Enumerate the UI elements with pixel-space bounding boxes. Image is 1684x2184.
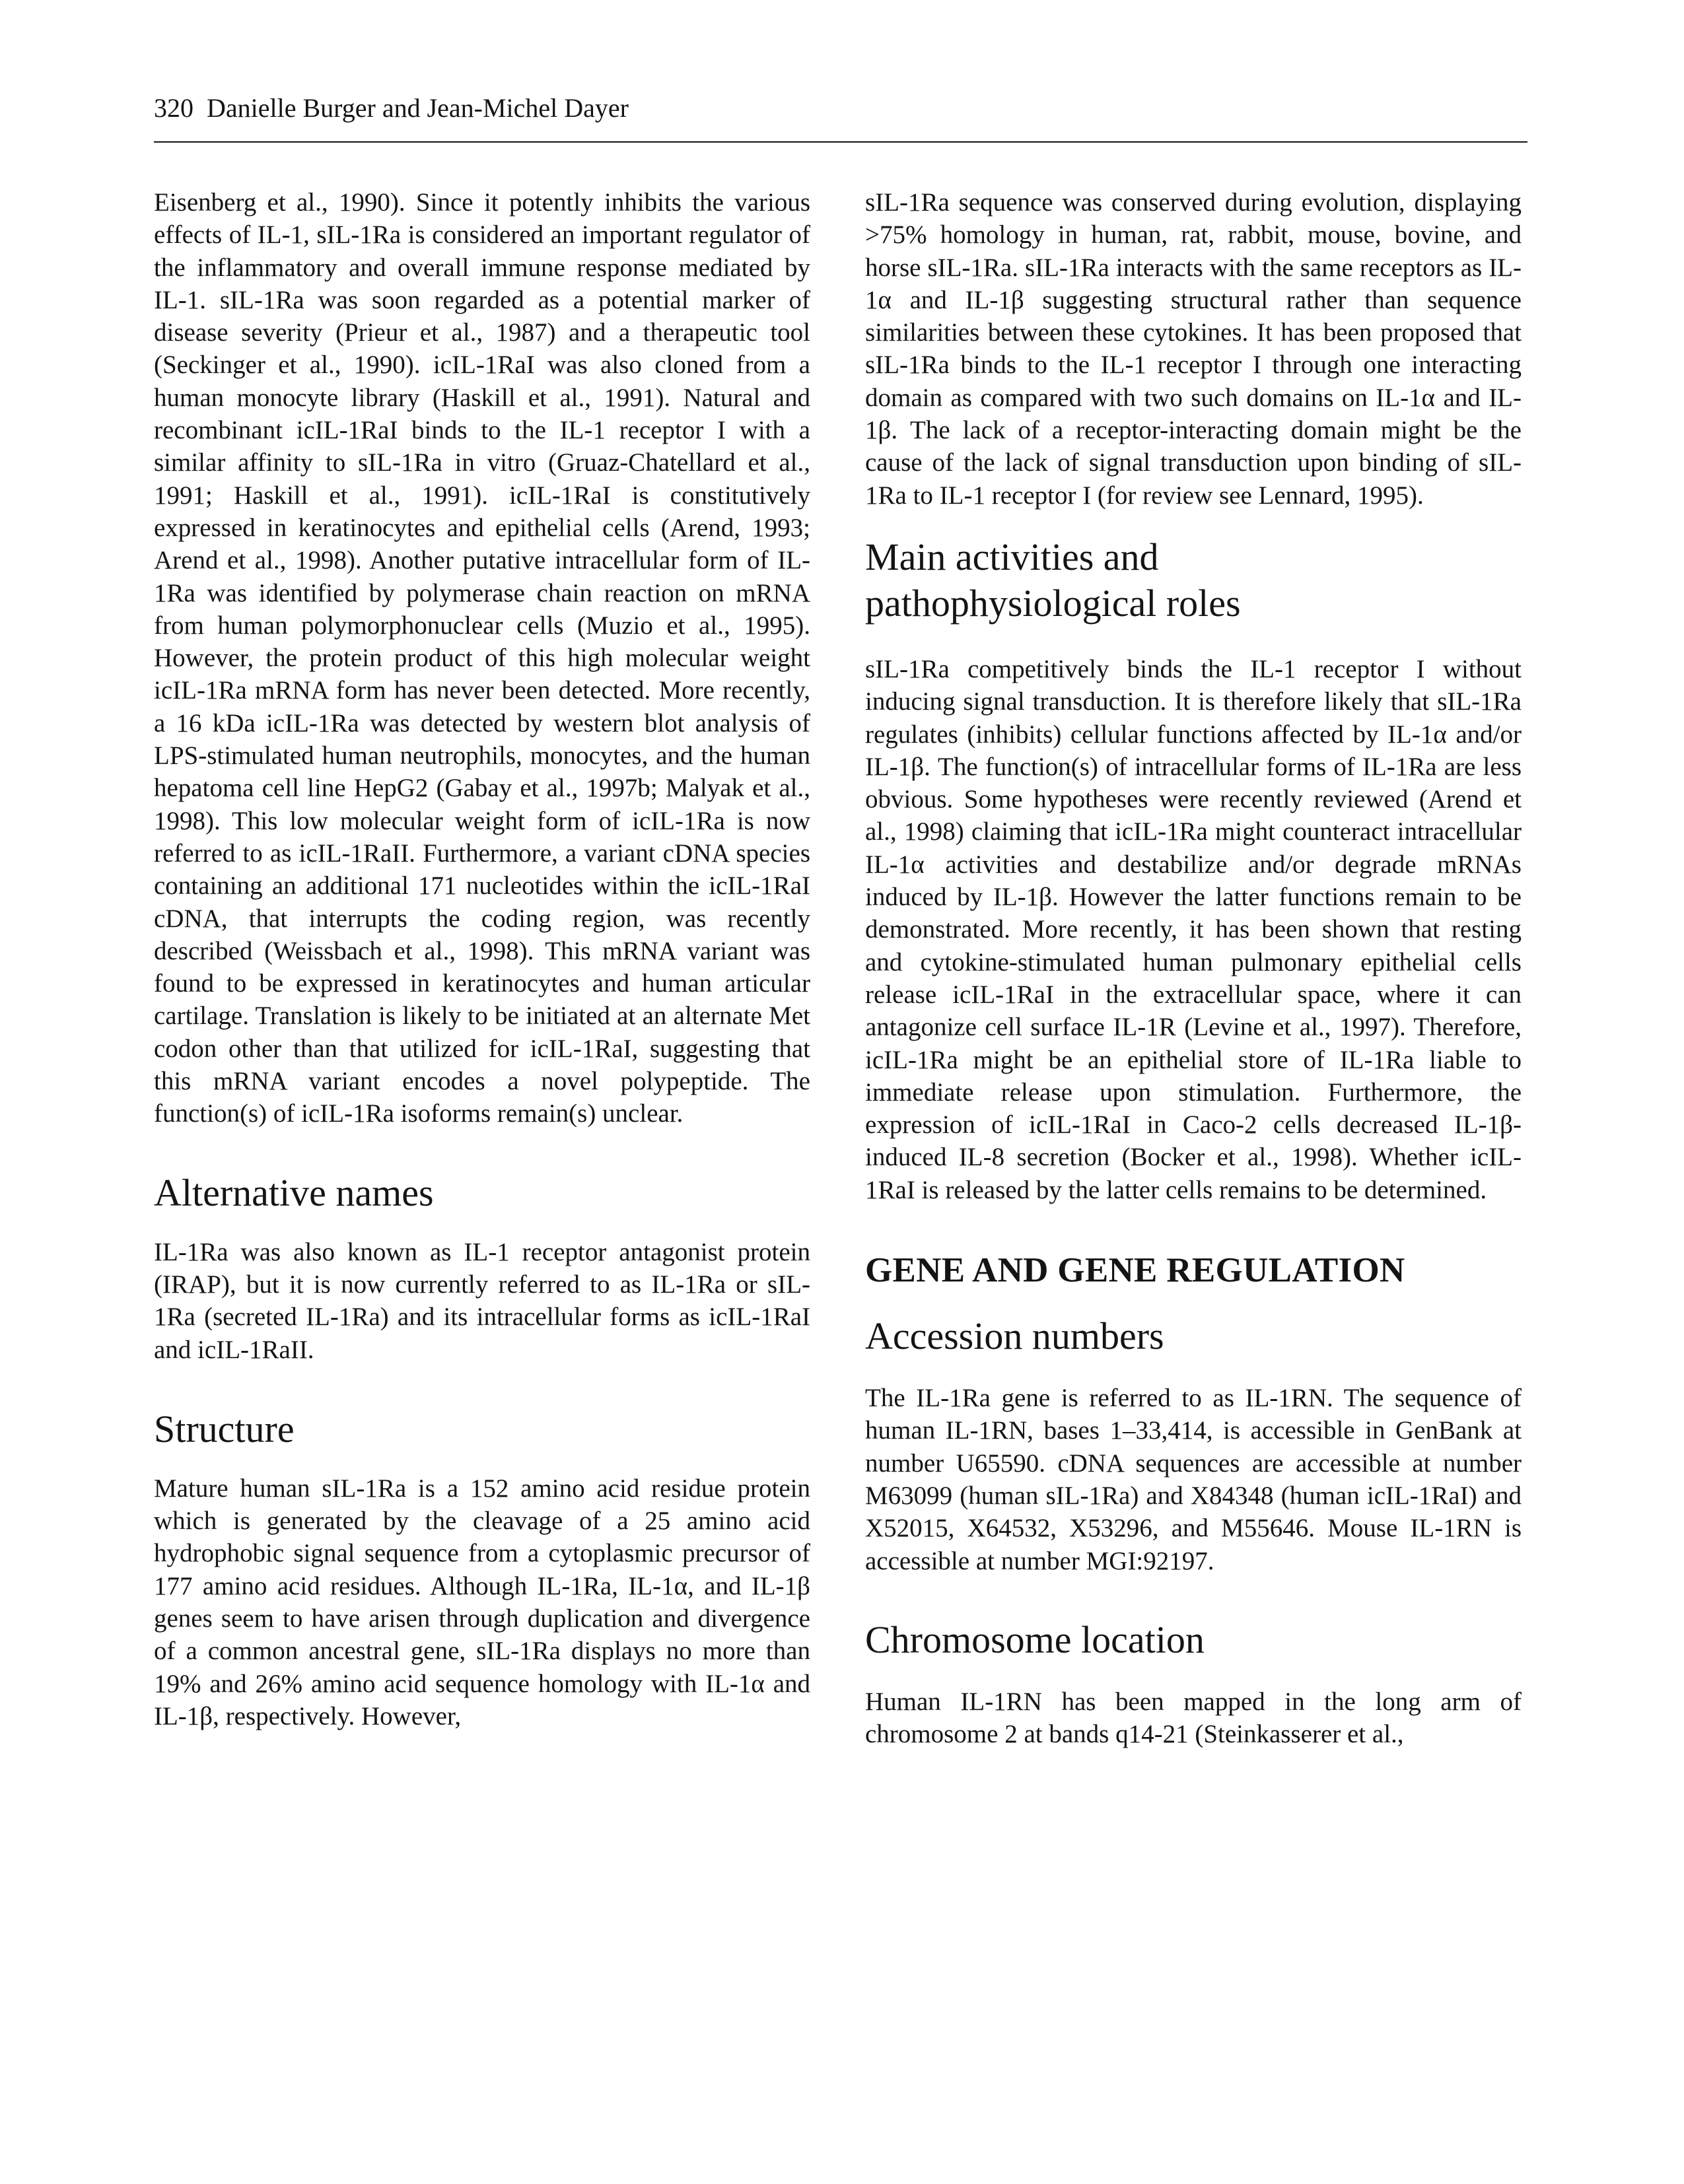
paragraph-evolution: sIL-1Ra sequence was conserved during evolution, displaying >75% homology in human, rat, rabbit, mouse, bovine, and horse sIL-1Ra. sIL-1Ra interacts with the same receptors as IL-1α and IL-1β suggesting structural rather than sequence similarities between these cytokines. It has been proposed that sIL-1Ra binds to the IL-1 receptor I through one interacting domain as compared with two such domains on IL-1α and IL-1β. The lack of a receptor-interacting domain might be the cause of the lack of signal transduction upon binding of sIL-1Ra to IL-1 receptor I (for review see Lennard, 1995).: [865, 188, 1522, 510]
paragraph-accession-numbers: The IL-1Ra gene is referred to as IL-1RN. The sequence of human IL-1RN, bases 1–33,414, is accessible in GenBank at number U65590. cDNA sequences are accessible at number M63099 (human sIL-1Ra) and X84348 (human icIL-1RaI) and X52015, X64532, X53296, and M55646. Mouse IL-1RN is accessible at number MGI:92197.: [865, 1384, 1522, 1575]
paragraph-isoforms: Eisenberg et al., 1990). Since it potently inhibits the various effects of IL-1, sIL-1Ra is considered an important regulator of the inflammatory and overall immune response mediated by IL-1. sIL-1Ra was soon regarded as a potential marker of disease severity (Prieur et al., 1987) and a therapeutic tool (Seckinger et al., 1990). icIL-1RaI was also cloned from a human monocyte library (Haskill et al., 1991). Natural and recombinant icIL-1RaI binds to the IL-1 receptor I with a similar affinity to sIL-1Ra in vitro (Gruaz-Chatellard et al., 1991; Haskill et al., 1991). icIL-1RaI is constitutively expressed in keratinocytes and epithelial cells (Arend, 1993; Arend et al., 1998). Another putative intracellular form of IL-1Ra was identified by polymerase chain reaction on mRNA from human polymorphonuclear cells (Muzio et al., 1995). However, the protein product of this high molecular weight icIL-1Ra mRNA form has never been detected. More recently, a 16 kDa icIL-1Ra was detected by western blot analysis of LPS-stimulated human neutrophils, monocytes, and the human hepatoma cell line HepG2 (Gabay et al., 1997b; Malyak et al., 1998). This low molecular weight form of icIL-1Ra is now referred to as icIL-1RaII. Furthermore, a variant cDNA species containing an additional 171 nucleotides within the icIL-1RaI cDNA, that interrupts the coding region, was recently described (Weissbach et al., 1998). This mRNA variant was found to be expressed in keratinocytes and human articular cartilage. Translation is likely to be initiated at an alternate Met codon other than that utilized for icIL-1RaI, suggesting that this mRNA variant encodes a novel polypeptide. The function(s) of icIL-1Ra isoforms remain(s) unclear.: [154, 188, 810, 1128]
page-number: 320: [154, 93, 193, 123]
heading-alternative-names: Alternative names: [154, 1171, 434, 1214]
paragraph-chromosome-location: Human IL-1RN has been mapped in the long arm of chromosome 2 at bands q14-21 (Steinkasserer et al.,: [865, 1687, 1522, 1749]
heading-gene-regulation: GENE AND GENE REGULATION: [865, 1251, 1405, 1290]
paragraph-alternative-names: IL-1Ra was also known as IL-1 receptor antagonist protein (IRAP), but it is now currently referred to as IL-1Ra or sIL-1Ra (secreted IL-1Ra) and its intracellular forms as icIL-1RaI and icIL-1RaII.: [154, 1237, 810, 1364]
heading-main-activities-line2: pathophysiological roles: [865, 581, 1241, 625]
paragraph-structure: Mature human sIL-1Ra is a 152 amino acid residue protein which is generated by the cleavage of a 25 amino acid hydrophobic signal sequence from a cytoplasmic precursor of 177 amino acid residues. Although IL-1Ra, IL-1α, and IL-1β genes seem to have arisen through duplication and divergence of a common ancestral gene, sIL-1Ra displays no more than 19% and 26% amino acid sequence homology with IL-1α and IL-1β, respectively. However,: [154, 1474, 810, 1730]
heading-chromosome-location: Chromosome location: [865, 1618, 1205, 1661]
right-column: [865, 186, 1522, 1750]
heading-main-activities-line1: Main activities and: [865, 535, 1159, 578]
paragraph-main-activities: sIL-1Ra competitively binds the IL-1 receptor I without inducing signal transduction. It is therefore likely that sIL-1Ra regulates (inhibits) cellular functions affected by IL-1α and/or IL-1β. The function(s) of intracellular forms of IL-1Ra are less obvious. Some hypotheses were recently reviewed (Arend et al., 1998) claiming that icIL-1Ra might counteract intracellular IL-1α activities and destabilize and/or degrade mRNAs induced by IL-1β. However the latter functions remain to be demonstrated. More recently, it has been shown that resting and cytokine-stimulated human pulmonary epithelial cells release icIL-1RaI in the extracellular space, where it can antagonize cell surface IL-1R (Levine et al., 1997). Therefore, icIL-1Ra might be an epithelial store of IL-1Ra liable to immediate release upon stimulation. Furthermore, the expression of icIL-1RaI in Caco-2 cells decreased IL-1β-induced IL-8 secretion (Bocker et al., 1998). Whether icIL-1RaI is released by the latter cells remains to be determined.: [865, 654, 1522, 1204]
left-column: [154, 186, 810, 1732]
heading-accession-numbers: Accession numbers: [865, 1314, 1164, 1358]
heading-structure: Structure: [154, 1407, 295, 1450]
header-rule: [154, 141, 1527, 143]
author-line: Danielle Burger and Jean-Michel Dayer: [207, 93, 629, 123]
running-head: [154, 91, 1527, 125]
heading-main-activities: [865, 534, 1522, 627]
